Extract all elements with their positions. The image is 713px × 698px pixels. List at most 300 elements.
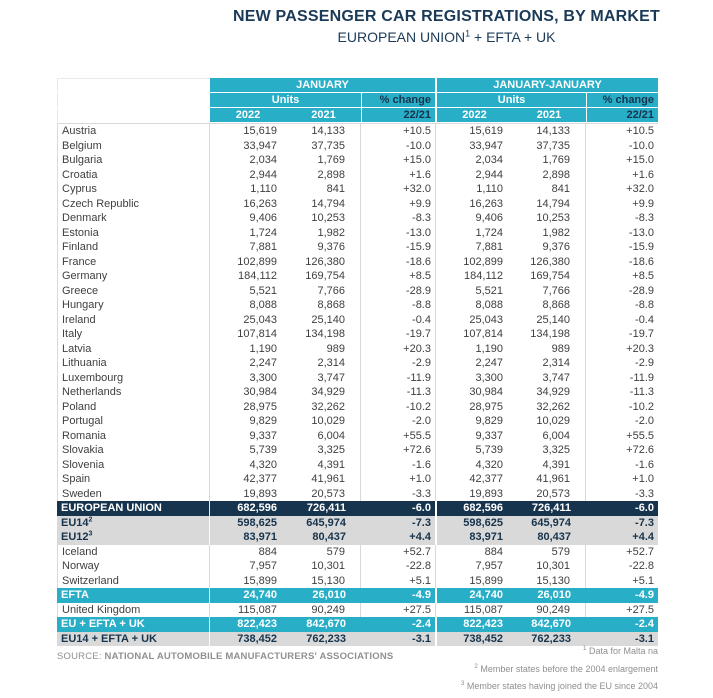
row-value: 8,868 <box>512 298 586 313</box>
row-value: 10,253 <box>512 211 586 226</box>
header-year-2021-left: 2021 <box>286 108 361 122</box>
row-value: 37,735 <box>512 139 586 154</box>
table-row <box>57 124 658 139</box>
row-label: Austria <box>57 124 210 139</box>
row-value: -0.4 <box>635 313 654 326</box>
row-value: 7,881 <box>475 241 503 253</box>
row-value: -2.4 <box>635 618 654 630</box>
row-value: +72.6 <box>403 444 431 456</box>
row-value: -10.2 <box>405 400 431 413</box>
row-value: 6,004 <box>286 429 361 444</box>
table-row <box>57 182 658 197</box>
row-value: 42,377 <box>469 473 503 485</box>
row-value: 1,982 <box>286 226 361 241</box>
row-value: 5,521 <box>249 284 277 297</box>
row-value: +8.5 <box>409 270 431 282</box>
row-label: Czech Republic <box>57 197 210 212</box>
row-value: 1,769 <box>512 153 586 168</box>
row-value: 24,740 <box>243 589 277 601</box>
row-value: 126,380 <box>286 255 361 270</box>
header-label-spacer <box>57 78 210 92</box>
table-row <box>57 255 658 270</box>
row-value: 15,619 <box>243 125 277 137</box>
row-value: 3,300 <box>249 371 277 384</box>
row-value: 28,975 <box>243 400 277 413</box>
header-pct-change-left: % change <box>361 93 435 107</box>
table-row <box>57 516 658 531</box>
row-label: Switzerland <box>57 574 210 589</box>
subtitle-footnote-marker: 1 <box>465 28 471 39</box>
row-value: -11.9 <box>406 371 431 384</box>
row-value: 90,249 <box>286 603 361 618</box>
row-value: 645,974 <box>531 516 571 529</box>
source-label: SOURCE: <box>57 651 102 662</box>
table-row <box>57 298 658 313</box>
row-label: Romania <box>57 429 210 444</box>
table-row <box>57 443 658 458</box>
row-value: 1,769 <box>286 153 361 168</box>
row-value: -8.8 <box>412 299 431 311</box>
row-value: +55.5 <box>626 429 654 442</box>
header-row-period <box>57 78 658 92</box>
row-value: +10.5 <box>403 125 431 137</box>
row-value: 107,814 <box>237 328 277 340</box>
row-value: -7.3 <box>412 516 431 529</box>
row-label: EU14 + EFTA + UK <box>57 632 210 647</box>
footnote: $^3$ Member states having joined the EU since 2004 <box>460 680 658 691</box>
row-value: +15.0 <box>403 154 431 166</box>
row-label: Finland <box>57 240 210 255</box>
footnote: $^1$ Data for Malta na <box>582 645 658 656</box>
row-label: Norway <box>57 559 210 574</box>
row-value: 4,391 <box>512 458 586 473</box>
row-value: -10.0 <box>405 139 431 152</box>
table-row <box>57 487 658 502</box>
row-label: Greece <box>57 284 210 299</box>
row-label: Slovakia <box>57 443 210 458</box>
row-value: 7,957 <box>475 560 503 572</box>
subtitle-suffix: + EFTA + UK <box>470 29 556 45</box>
header-ratio-left: 22/21 <box>361 108 435 122</box>
row-value: 14,133 <box>286 124 361 139</box>
row-value: 2,034 <box>475 154 503 166</box>
row-value: 842,670 <box>306 618 346 630</box>
row-value: -6.0 <box>635 502 654 514</box>
row-value: 989 <box>512 342 586 357</box>
row-value: 169,754 <box>512 269 586 284</box>
table-row <box>57 530 658 545</box>
row-value: -8.3 <box>635 212 654 224</box>
row-value: 5,739 <box>249 444 277 456</box>
row-value: +4.4 <box>409 531 431 543</box>
row-value: +20.3 <box>626 342 654 355</box>
header-pct-change-right: % change <box>586 93 658 107</box>
row-value: -2.9 <box>635 357 654 369</box>
row-value: 42,377 <box>243 473 277 485</box>
row-value: 9,376 <box>512 240 586 255</box>
row-label: Denmark <box>57 211 210 226</box>
row-value: 8,868 <box>286 298 361 313</box>
row-value: 19,893 <box>469 487 503 500</box>
table-row <box>57 197 658 212</box>
table-row <box>57 139 658 154</box>
row-value: 126,380 <box>512 255 586 270</box>
table-row <box>57 545 658 560</box>
row-value: -19.7 <box>628 328 654 340</box>
footnotes <box>461 643 658 696</box>
table-body <box>57 123 658 646</box>
row-value: 1,110 <box>250 183 277 195</box>
row-value: 15,130 <box>512 574 586 589</box>
row-value: 10,029 <box>512 414 586 429</box>
row-value: -8.3 <box>412 212 431 224</box>
table-row <box>57 559 658 574</box>
row-value: -11.3 <box>406 386 431 398</box>
row-label: Iceland <box>57 545 210 560</box>
row-value: 14,133 <box>512 124 586 139</box>
row-value: -0.4 <box>412 313 431 326</box>
row-value: 4,391 <box>286 458 361 473</box>
row-value: 9,829 <box>475 415 503 427</box>
row-value: 4,320 <box>249 458 277 471</box>
row-value: +20.3 <box>403 342 431 355</box>
row-value: 1,982 <box>512 226 586 241</box>
row-value: 15,130 <box>286 574 361 589</box>
row-label: Netherlands <box>57 385 210 400</box>
row-value: +1.0 <box>632 473 654 485</box>
row-value: 598,625 <box>237 516 277 529</box>
row-label: $EU14^2$ <box>57 516 210 531</box>
row-value: -22.8 <box>628 560 654 572</box>
source-text: NATIONAL AUTOMOBILE MANUFACTURERS' ASSOCIATIONS <box>104 651 394 662</box>
table-row <box>57 414 658 429</box>
row-value: +52.7 <box>403 545 431 558</box>
row-value: +1.6 <box>409 168 431 181</box>
row-value: 34,929 <box>286 385 361 400</box>
row-value: 169,754 <box>286 269 361 284</box>
row-value: -1.6 <box>635 458 654 471</box>
row-value: 15,899 <box>243 574 277 587</box>
table-row <box>57 168 658 183</box>
table-row <box>57 385 658 400</box>
header-period-january: JANUARY <box>210 78 435 92</box>
row-value: 3,747 <box>512 371 586 386</box>
table-row <box>57 226 658 241</box>
row-value: 15,619 <box>469 125 503 137</box>
row-value: +5.1 <box>409 574 431 587</box>
header-row-years <box>57 108 658 122</box>
row-value: +1.0 <box>409 473 431 485</box>
header-label-spacer <box>57 93 210 107</box>
row-label: United Kingdom <box>57 603 210 618</box>
row-value: 90,249 <box>512 603 586 618</box>
row-label: Portugal <box>57 414 210 429</box>
row-value: -22.8 <box>405 560 431 572</box>
table-row <box>57 588 658 603</box>
row-label: Estonia <box>57 226 210 241</box>
row-value: -18.6 <box>628 255 654 268</box>
row-value: 16,263 <box>243 197 277 210</box>
table-row <box>57 327 658 342</box>
row-label: Luxembourg <box>57 371 210 386</box>
row-value: 2,944 <box>249 168 277 181</box>
row-value: 598,625 <box>463 516 503 529</box>
row-value: -28.9 <box>628 284 654 297</box>
row-value: 884 <box>258 545 277 558</box>
row-value: +55.5 <box>403 429 431 442</box>
row-value: 2,898 <box>512 168 586 183</box>
row-value: +4.4 <box>632 531 654 543</box>
row-label: Slovenia <box>57 458 210 473</box>
row-value: -13.0 <box>405 226 431 239</box>
row-value: 8,088 <box>249 299 277 311</box>
row-value: -3.3 <box>635 487 654 500</box>
row-value: 115,087 <box>238 603 277 616</box>
header-label-spacer <box>57 108 210 122</box>
row-label: Italy <box>57 327 210 342</box>
row-value: 682,596 <box>237 502 277 514</box>
row-value: 2,247 <box>475 357 503 369</box>
row-value: 1,190 <box>475 342 503 355</box>
row-label: Bulgaria <box>57 153 210 168</box>
row-value: 842,670 <box>531 618 571 630</box>
row-value: -7.3 <box>635 516 654 529</box>
row-value: 32,262 <box>512 400 586 415</box>
table-row <box>57 371 658 386</box>
row-value: -10.2 <box>628 400 654 413</box>
row-value: 762,233 <box>306 632 346 645</box>
row-value: 80,437 <box>537 531 571 543</box>
row-value: 3,325 <box>286 443 361 458</box>
row-value: -8.8 <box>635 299 654 311</box>
row-value: +5.1 <box>632 574 654 587</box>
row-label: Cyprus <box>57 182 210 197</box>
subtitle-prefix: EUROPEAN UNION <box>337 29 466 45</box>
table-row <box>57 429 658 444</box>
table-row <box>57 472 658 487</box>
row-value: 3,747 <box>286 371 361 386</box>
row-value: +10.5 <box>626 125 654 137</box>
row-value: 24,740 <box>469 589 503 601</box>
page-subtitle <box>180 29 713 45</box>
row-value: -10.0 <box>628 139 654 152</box>
row-value: 1,110 <box>476 183 503 195</box>
row-value: 25,140 <box>512 313 586 328</box>
row-value: 7,957 <box>249 560 277 572</box>
row-value: 738,452 <box>237 632 277 645</box>
row-value: 83,971 <box>469 531 503 543</box>
table-row <box>57 153 658 168</box>
table-row <box>57 458 658 473</box>
row-value: 10,029 <box>286 414 361 429</box>
row-value: 7,881 <box>249 241 277 253</box>
table-row <box>57 400 658 415</box>
row-label: Poland <box>57 400 210 415</box>
row-value: 83,971 <box>243 531 277 543</box>
table-row <box>57 284 658 299</box>
row-value: -13.0 <box>628 226 654 239</box>
row-label: Lithuania <box>57 356 210 371</box>
row-value: 26,010 <box>537 589 571 601</box>
row-value: 726,411 <box>531 502 571 514</box>
row-label: Spain <box>57 472 210 487</box>
row-value: -1.6 <box>412 458 431 471</box>
row-label: France <box>57 255 210 270</box>
row-value: 5,521 <box>475 284 503 297</box>
header-year-2022-right: 2022 <box>437 108 512 122</box>
row-value: 822,423 <box>237 618 277 630</box>
row-value: +9.9 <box>409 197 431 210</box>
row-value: 2,314 <box>512 356 586 371</box>
header-year-2021-right: 2021 <box>512 108 586 122</box>
row-value: 41,961 <box>512 472 586 487</box>
row-value: -3.3 <box>412 487 431 500</box>
row-value: 34,929 <box>512 385 586 400</box>
header-period-january-january: JANUARY-JANUARY <box>437 78 658 92</box>
row-value: 2,314 <box>286 356 361 371</box>
row-value: 9,337 <box>249 429 277 442</box>
row-value: 184,112 <box>238 270 277 282</box>
row-value: 738,452 <box>463 632 503 645</box>
row-label: EU + EFTA + UK <box>57 617 210 632</box>
row-value: 10,301 <box>512 559 586 574</box>
row-value: 16,263 <box>469 197 503 210</box>
row-value: 19,893 <box>243 487 277 500</box>
row-label: $EU12^3$ <box>57 530 210 545</box>
row-value: 41,961 <box>286 472 361 487</box>
row-value: 1,724 <box>249 226 277 239</box>
row-value: 5,739 <box>475 444 503 456</box>
row-value: 682,596 <box>463 502 503 514</box>
header-ratio-right: 22/21 <box>586 108 658 122</box>
row-value: -15.9 <box>405 241 431 253</box>
row-value: -2.0 <box>635 415 654 427</box>
row-label: Croatia <box>57 168 210 183</box>
page-title: NEW PASSENGER CAR REGISTRATIONS, BY MARKET <box>232 8 661 25</box>
row-value: -2.0 <box>412 415 431 427</box>
row-value: 80,437 <box>312 531 346 543</box>
table-row <box>57 269 658 284</box>
registrations-table <box>57 78 658 646</box>
row-value: 14,794 <box>512 197 586 212</box>
row-value: -3.1 <box>412 632 431 645</box>
row-value: 841 <box>286 182 361 197</box>
row-value: +15.0 <box>626 154 654 166</box>
row-value: +27.5 <box>403 603 431 616</box>
row-value: 2,247 <box>249 357 277 369</box>
row-value: +32.0 <box>403 183 431 195</box>
row-value: +9.9 <box>632 197 654 210</box>
header-units-left: Units <box>210 93 361 107</box>
row-value: 33,947 <box>469 139 503 152</box>
row-value: 30,984 <box>469 386 503 398</box>
row-value: -18.6 <box>405 255 431 268</box>
row-value: 9,406 <box>249 212 277 224</box>
row-value: 32,262 <box>286 400 361 415</box>
row-value: -15.9 <box>628 241 654 253</box>
row-label: Sweden <box>57 487 210 502</box>
row-value: 25,043 <box>469 313 503 326</box>
header-year-2022-left: 2022 <box>210 108 286 122</box>
header-units-right: Units <box>437 93 586 107</box>
row-value: +8.5 <box>632 270 654 282</box>
row-value: 2,944 <box>475 168 503 181</box>
row-value: -3.1 <box>635 632 654 645</box>
row-value: 20,573 <box>512 487 586 502</box>
row-value: 134,198 <box>286 327 361 342</box>
row-value: 20,573 <box>286 487 361 502</box>
table-row <box>57 574 658 589</box>
row-value: 37,735 <box>286 139 361 154</box>
row-value: 8,088 <box>475 299 503 311</box>
header-row-units <box>57 93 658 107</box>
row-value: 6,004 <box>512 429 586 444</box>
row-value: 989 <box>286 342 361 357</box>
row-value: 26,010 <box>312 589 346 601</box>
row-value: 645,974 <box>306 516 346 529</box>
row-value: 9,337 <box>475 429 503 442</box>
row-value: 33,947 <box>243 139 277 152</box>
row-value: +27.5 <box>626 603 654 616</box>
row-value: -2.4 <box>412 618 431 630</box>
row-value: 134,198 <box>512 327 586 342</box>
title-block <box>180 8 713 45</box>
row-value: 107,814 <box>463 328 503 340</box>
row-value: 2,898 <box>286 168 361 183</box>
table-row <box>57 617 658 632</box>
row-value: 2,034 <box>249 154 277 166</box>
row-value: -4.9 <box>635 589 654 601</box>
row-label: Germany <box>57 269 210 284</box>
row-value: -28.9 <box>405 284 431 297</box>
table-row <box>57 211 658 226</box>
row-value: 3,325 <box>512 443 586 458</box>
table-row <box>57 240 658 255</box>
row-label: EUROPEAN UNION <box>57 501 210 516</box>
row-value: -11.3 <box>629 386 654 398</box>
row-value: 10,301 <box>286 559 361 574</box>
row-value: +1.6 <box>632 168 654 181</box>
row-value: 30,984 <box>243 386 277 398</box>
table-row <box>57 356 658 371</box>
table-row <box>57 313 658 328</box>
row-value: 841 <box>512 182 586 197</box>
row-value: 822,423 <box>463 618 503 630</box>
row-value: 14,794 <box>286 197 361 212</box>
row-value: 184,112 <box>464 270 503 282</box>
row-value: 102,899 <box>237 255 277 268</box>
row-value: 7,766 <box>286 284 361 299</box>
row-value: -19.7 <box>405 328 431 340</box>
row-value: -6.0 <box>412 502 431 514</box>
row-value: 1,190 <box>249 342 277 355</box>
row-value: 102,899 <box>463 255 503 268</box>
table-row <box>57 342 658 357</box>
row-value: 9,376 <box>286 240 361 255</box>
row-label: Ireland <box>57 313 210 328</box>
row-value: -2.9 <box>412 357 431 369</box>
row-value: 15,899 <box>469 574 503 587</box>
row-value: 9,406 <box>475 212 503 224</box>
row-value: +32.0 <box>626 183 654 195</box>
row-value: 884 <box>484 545 503 558</box>
row-label: Belgium <box>57 139 210 154</box>
footnote: $^2$ Member states before the 2004 enlargement <box>474 662 658 674</box>
row-value: 726,411 <box>306 502 346 514</box>
row-value: 3,300 <box>475 371 503 384</box>
row-label: Hungary <box>57 298 210 313</box>
table-row <box>57 501 658 516</box>
